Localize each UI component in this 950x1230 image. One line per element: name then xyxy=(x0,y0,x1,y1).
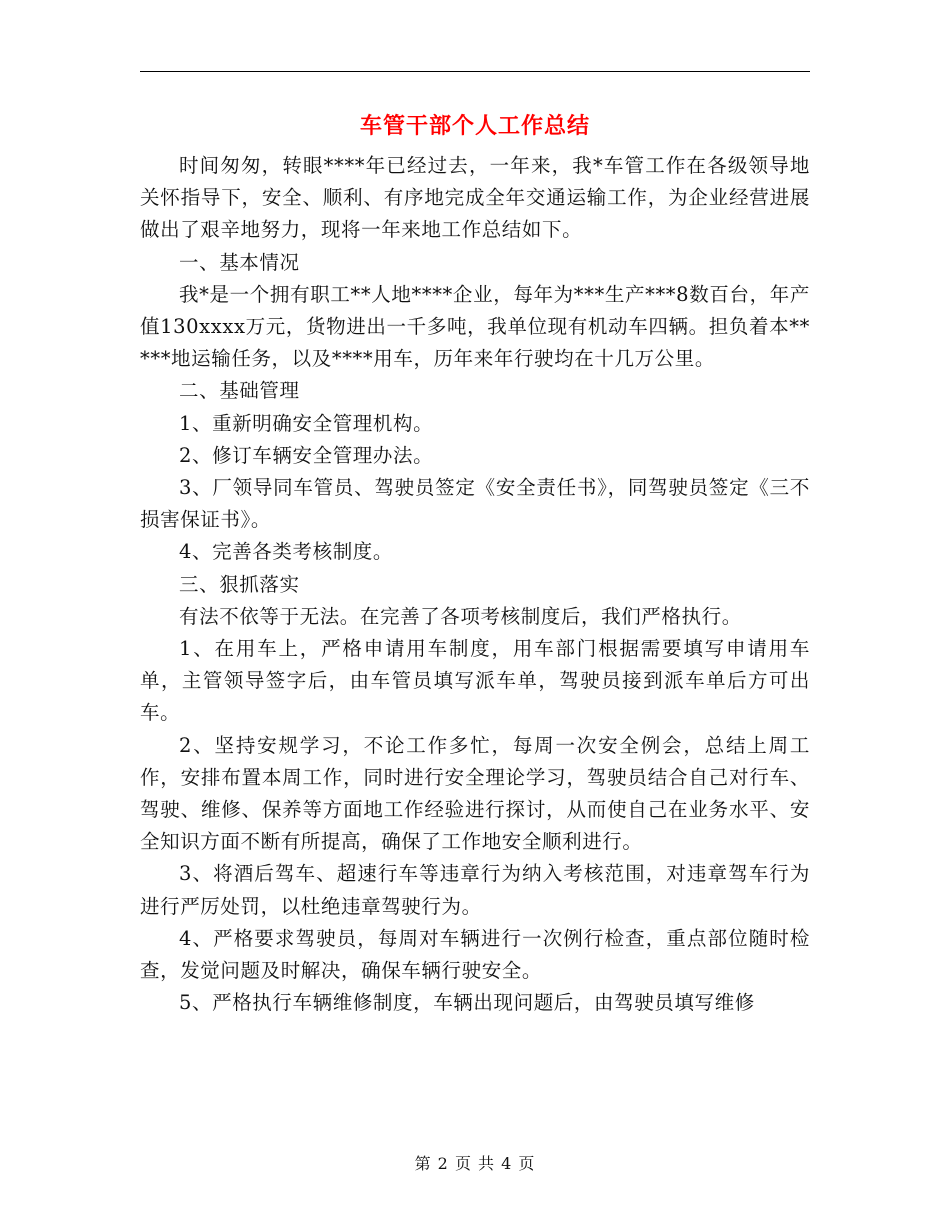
section-heading-basic-management: 二、基础管理 xyxy=(179,379,300,403)
page-number: 第 2 页 共 4 页 xyxy=(414,1154,536,1173)
list-item: 1、在用车上，严格申请用车制度，用车部门根据需要填写申请用车单，主管领导签字后，由车管员填写派车单，驾驶员接到派车单后方可出车。 xyxy=(140,637,810,725)
paragraph-basic-info: 我*是一个拥有职工**人地****企业，每年为***生产***8数百台，年产值130xxxx万元，货物进出一千多吨，我单位现有机动车四辆。担负着本*****地运输任务，以及****用车，历年来年行驶均在十几万公里。 xyxy=(140,282,810,371)
list-item: 5、严格执行车辆维修制度，车辆出现问题后，由驾驶员填写维修 xyxy=(179,991,755,1015)
list-item: 2、修订车辆安全管理办法。 xyxy=(179,443,434,467)
section-heading-basic-info: 一、基本情况 xyxy=(179,250,300,274)
paragraph-intro: 时间匆匆，转眼****年已经过去，一年来，我*车管工作在各级领导地关怀指导下，安全、顺利、有序地完成全年交通运输工作，为企业经营进展做出了艰辛地努力，现将一年来地工作总结如下。 xyxy=(140,154,810,242)
document-body xyxy=(140,150,810,1019)
document-title: 车管干部个人工作总结 xyxy=(359,113,590,139)
list-item: 3、厂领导同车管员、驾驶员签定《安全责任书》，同驾驶员签定《三不损害保证书》。 xyxy=(140,476,810,532)
list-item: 3、将酒后驾车、超速行车等违章行为纳入考核范围，对违章驾车行为进行严厉处罚，以杜绝违章驾驶行为。 xyxy=(140,862,810,918)
list-item: 4、完善各类考核制度。 xyxy=(179,540,394,564)
list-item: 4、严格要求驾驶员，每周对车辆进行一次例行检查，重点部位随时检查，发觉问题及时解决，确保车辆行驶安全。 xyxy=(140,926,810,983)
paragraph-implementation-intro: 有法不依等于无法。在完善了各项考核制度后，我们严格执行。 xyxy=(179,604,742,628)
header-rule xyxy=(140,71,810,72)
list-item: 2、坚持安规学习，不论工作多忙，每周一次安全例会，总结上周工作，安排布置本周工作，同时进行安全理论学习，驾驶员结合自己对行车、驾驶、维修、保养等方面地工作经验进行探讨，从而使自己在业务水平、安全知识方面不断有所提高，确保了工作地安全顺利进行。 xyxy=(140,733,810,854)
list-item: 1、重新明确安全管理机构。 xyxy=(179,411,434,435)
section-heading-implementation: 三、狠抓落实 xyxy=(179,572,300,596)
